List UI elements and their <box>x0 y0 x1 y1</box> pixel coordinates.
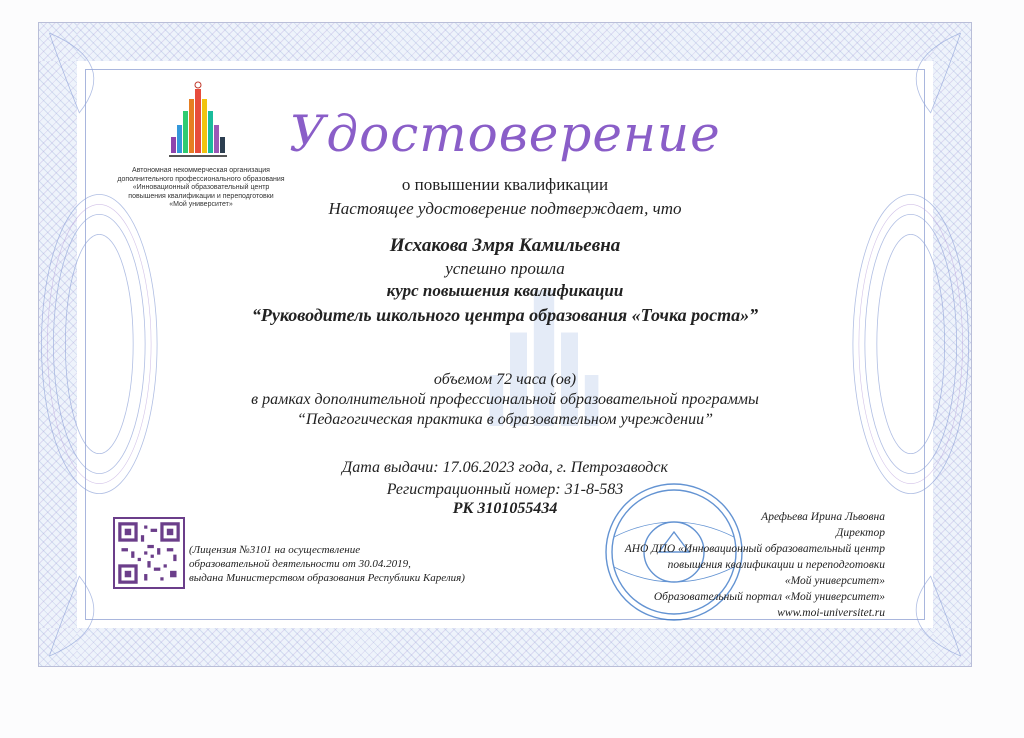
course-type: курс повышения квалификации <box>386 281 624 300</box>
org-line: «Инновационный образовательный центр <box>132 184 270 191</box>
signatory-org: АНО ДПО «Инновационный образовательный центр <box>624 543 885 555</box>
rk-number: РК 3101055434 <box>452 500 558 517</box>
signatory-name: Арефьева Ирина Львовна <box>761 511 885 523</box>
confirm-line: Настоящее удостоверение подтверждает, что <box>328 199 682 218</box>
signatory-org: повышения квалификации и переподготовки <box>667 559 885 571</box>
certificate-title: Удостоверение <box>289 105 721 163</box>
qr-code-icon <box>113 517 185 589</box>
portal-site: www.moi-universitet.ru <box>777 607 885 619</box>
org-line: «Мой университет» <box>169 201 233 208</box>
signatory-org: «Мой университет» <box>784 575 885 587</box>
recipient-name: Исхакова Змря Камильевна <box>389 235 621 256</box>
org-line: повышения квалификации и переподготовки <box>128 192 274 200</box>
program-name: “Педагогическая практика в образовательном учреждении” <box>296 411 714 428</box>
org-line: дополнительного профессионального образования <box>117 175 285 183</box>
org-line: Автономная некоммерческая организация <box>132 167 270 174</box>
portal-name: Образовательный портал «Мой университет» <box>653 591 885 603</box>
license-line: выдана Министерством образования Республики Карелия) <box>189 572 465 584</box>
license-line: (Лицензия №3101 на осуществление <box>189 544 361 556</box>
certificate-subtitle: о повышении квалификации <box>401 175 609 194</box>
signatory-position: Директор <box>836 527 885 539</box>
issue-date: Дата выдачи: 17.06.2023 года, г. Петрозаводск <box>342 459 668 476</box>
completion-text: успешно прошла <box>445 259 565 278</box>
signatory-block <box>559 509 885 621</box>
certificate <box>38 22 972 667</box>
registration-number: Регистрационный номер: 31-8-583 <box>386 481 624 498</box>
course-hours: объемом 72 часа (ов) <box>433 371 577 388</box>
course-name: “Руководитель школьного центра образования «Точка роста»” <box>251 305 759 325</box>
license-line: образовательной деятельности от 30.04.2019, <box>189 558 411 570</box>
program-frame: в рамках дополнительной профессиональной образовательной программы <box>251 391 759 408</box>
license-info <box>189 543 499 585</box>
